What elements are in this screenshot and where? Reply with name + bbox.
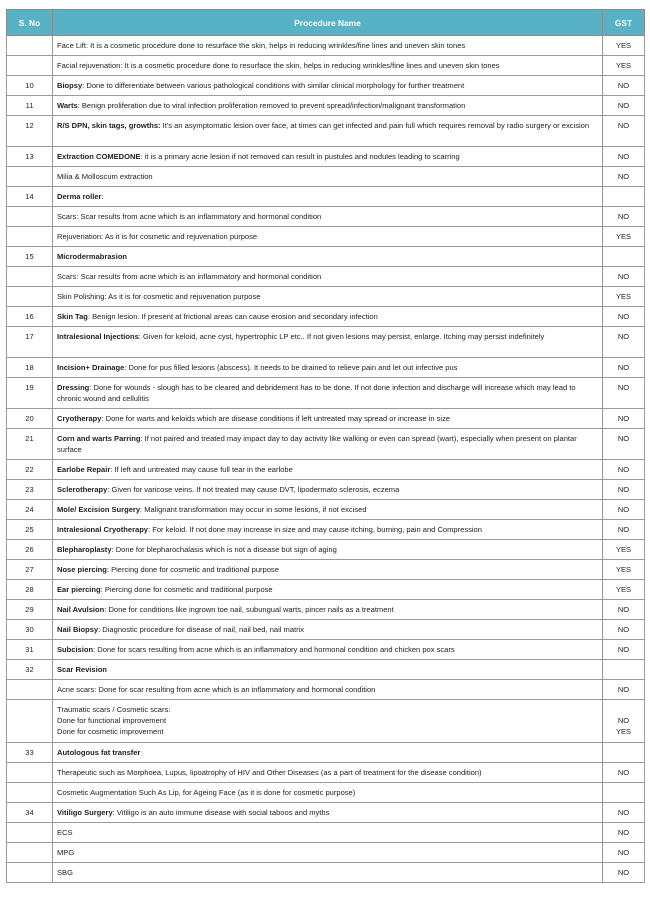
- table-row: [7, 680, 645, 700]
- row-sno: [7, 843, 53, 863]
- table-body: [7, 36, 645, 883]
- table-row: [7, 167, 645, 187]
- row-gst: YES: [603, 580, 645, 600]
- row-procedure: [53, 580, 603, 600]
- row-procedure: [53, 743, 603, 763]
- procedure-description: Facial rejuvenation: It is a cosmetic procedure done to resurface the skin, helps in reducing wrinkles/fine lines and uneven skin tones: [57, 61, 500, 70]
- header-sno: S. No: [7, 10, 53, 36]
- table-row: [7, 378, 645, 409]
- row-sno: [7, 227, 53, 247]
- row-procedure: [53, 409, 603, 429]
- table-row: [7, 843, 645, 863]
- table-row: [7, 56, 645, 76]
- procedure-description: : Done for pus filled lesions (abscess). It needs to be drained to relieve pain and let out infective pus: [124, 363, 458, 372]
- row-sno: 24: [7, 500, 53, 520]
- table-row: [7, 620, 645, 640]
- row-sno: 33: [7, 743, 53, 763]
- scar-revision-gst: YES: [615, 726, 632, 736]
- row-procedure: [53, 247, 603, 267]
- row-sno: [7, 823, 53, 843]
- row-procedure: [53, 480, 603, 500]
- row-gst: NO: [603, 460, 645, 480]
- row-gst: NO: [603, 640, 645, 660]
- procedure-name: Skin Tag: [57, 312, 88, 321]
- procedure-description: : Malignant transformation may occur in some lesions, if not excised: [140, 505, 367, 514]
- table-row: [7, 783, 645, 803]
- table-row: [7, 500, 645, 520]
- row-procedure: [53, 187, 603, 207]
- row-sno: 22: [7, 460, 53, 480]
- row-sno: [7, 36, 53, 56]
- row-procedure: [53, 267, 603, 287]
- procedure-name: Nail Biopsy: [57, 625, 99, 634]
- row-gst: NO: [603, 429, 645, 460]
- procedure-description: : For keloid. If not done may increase in size and may cause itching, burning, pain and Compression: [148, 525, 482, 534]
- procedure-name: Corn and warts Parring: [57, 434, 141, 443]
- row-procedure: [53, 500, 603, 520]
- procedure-name: Cryotherapy: [57, 414, 102, 423]
- row-procedure: [53, 520, 603, 540]
- procedure-name: Sclerotherapy: [57, 485, 108, 494]
- table-row: [7, 580, 645, 600]
- procedure-name: Intralesional Injections: [57, 332, 139, 341]
- row-sno: [7, 167, 53, 187]
- row-gst: NO: [603, 620, 645, 640]
- procedure-description: Skin Polishing: As it is for cosmetic and rejuvenation purpose: [57, 292, 261, 301]
- procedure-description: It's an asymptomatic lesion over face, at times can get infected and pain full which requires removal by radio surgery or excision: [160, 121, 590, 130]
- row-sno: 14: [7, 187, 53, 207]
- procedure-name: Blepharoplasty: [57, 545, 112, 554]
- table-row: [7, 863, 645, 883]
- row-procedure: [53, 56, 603, 76]
- row-procedure: [53, 540, 603, 560]
- procedure-description: Therapeutic such as Morphoea, Lupus, lipoatrophy of HIV and Other Diseases (as a part of treatment for the disease condition): [57, 768, 482, 777]
- row-sno: 30: [7, 620, 53, 640]
- table-row: [7, 96, 645, 116]
- table-row: [7, 520, 645, 540]
- table-row: [7, 480, 645, 500]
- procedure-description: : If not paired and treated may impact day to day activity like walking or even can spread (wart), especially when present on plantar surface: [57, 434, 577, 454]
- row-gst: NO: [603, 96, 645, 116]
- row-gst: NO: [603, 763, 645, 783]
- row-gst: NO: [603, 863, 645, 883]
- procedure-name: Intralesional Cryotherapy: [57, 525, 149, 534]
- row-gst: NO: [603, 843, 645, 863]
- table-row: [7, 460, 645, 480]
- row-sno: 13: [7, 147, 53, 167]
- procedure-name: Nail Avulsion: [57, 605, 105, 614]
- row-sno: 16: [7, 307, 53, 327]
- procedure-description: Scars: Scar results from acne which is an inflammatory and hormonal condition: [57, 212, 322, 221]
- table-row: [7, 227, 645, 247]
- row-gst: [603, 700, 645, 743]
- procedure-description: : Benign lesion. If present at frictional areas can cause erosion and secondary infection: [87, 312, 378, 321]
- row-gst: [603, 247, 645, 267]
- table-row: [7, 763, 645, 783]
- row-gst: NO: [603, 680, 645, 700]
- row-sno: 20: [7, 409, 53, 429]
- row-sno: [7, 700, 53, 743]
- procedure-name: Autologous fat transfer: [57, 748, 141, 757]
- row-gst: NO: [603, 167, 645, 187]
- scar-revision-line: Done for cosmetic improvement: [57, 726, 164, 736]
- row-sno: [7, 207, 53, 227]
- row-gst: [603, 660, 645, 680]
- row-procedure: [53, 287, 603, 307]
- procedure-name: Microdermabrasion: [57, 252, 128, 261]
- procedure-name: Biopsy: [57, 81, 83, 90]
- row-procedure: [53, 167, 603, 187]
- row-procedure: [53, 823, 603, 843]
- row-gst: NO: [603, 500, 645, 520]
- row-procedure: [53, 560, 603, 580]
- row-procedure: [53, 307, 603, 327]
- procedure-table-container: [6, 9, 644, 883]
- procedure-description: : Done for blepharochalasis which is not a disease but sign of aging: [111, 545, 337, 554]
- row-gst: YES: [603, 36, 645, 56]
- scar-revision-line: Traumatic scars / Cosmetic scars:: [57, 705, 171, 714]
- row-procedure: [53, 147, 603, 167]
- row-procedure: [53, 358, 603, 378]
- table-row: [7, 700, 645, 743]
- row-sno: [7, 56, 53, 76]
- procedure-name: Scar Revision: [57, 665, 107, 674]
- table-row: [7, 823, 645, 843]
- procedure-description: MPG: [57, 848, 75, 857]
- table-row: [7, 76, 645, 96]
- procedure-name: Earlobe Repair: [57, 465, 111, 474]
- procedure-name: R/S DPN, skin tags, growths:: [57, 121, 161, 130]
- procedure-description: Cosmetic Augmentation Such As Lip, for Ageing Face (as it is done for cosmetic purpose): [57, 788, 356, 797]
- procedure-name: Dressing: [57, 383, 90, 392]
- row-sno: [7, 863, 53, 883]
- procedure-name: Nose piercing: [57, 565, 107, 574]
- row-procedure: [53, 843, 603, 863]
- row-sno: 32: [7, 660, 53, 680]
- scar-revision-gst: NO: [617, 715, 630, 725]
- procedure-name: Incision+ Drainage: [57, 363, 125, 372]
- table-row: [7, 36, 645, 56]
- table-row: [7, 540, 645, 560]
- table-row: [7, 358, 645, 378]
- row-gst: NO: [603, 600, 645, 620]
- row-procedure: [53, 783, 603, 803]
- procedure-description: Milia & Molloscum extraction: [57, 172, 153, 181]
- row-procedure: [53, 640, 603, 660]
- row-sno: [7, 680, 53, 700]
- row-gst: [603, 743, 645, 763]
- row-procedure: [53, 460, 603, 480]
- procedure-name: Subcision: [57, 645, 94, 654]
- table-row: [7, 267, 645, 287]
- row-gst: NO: [603, 823, 645, 843]
- header-gst: GST: [603, 10, 645, 36]
- procedure-name: Ear piercing: [57, 585, 101, 594]
- procedure-description: Rejuvenation: As it is for cosmetic and rejuvenation purpose: [57, 232, 258, 241]
- row-gst: YES: [603, 560, 645, 580]
- row-sno: 11: [7, 96, 53, 116]
- row-gst: NO: [603, 327, 645, 358]
- row-gst: NO: [603, 207, 645, 227]
- row-procedure: [53, 763, 603, 783]
- procedure-description: : Piercing done for cosmetic and traditional purpose: [100, 585, 273, 594]
- procedure-name: Mole/ Excision Surgery: [57, 505, 141, 514]
- procedure-name: Extraction COMEDONE: [57, 152, 141, 161]
- row-sno: 28: [7, 580, 53, 600]
- table-row: [7, 327, 645, 358]
- table-row: [7, 660, 645, 680]
- gst-spacer: [607, 705, 640, 716]
- row-gst: [603, 783, 645, 803]
- row-procedure: [53, 96, 603, 116]
- row-sno: 10: [7, 76, 53, 96]
- row-sno: 19: [7, 378, 53, 409]
- procedure-description: :: [101, 192, 104, 201]
- table-row: [7, 560, 645, 580]
- row-gst: NO: [603, 480, 645, 500]
- row-gst: NO: [603, 409, 645, 429]
- row-procedure: [53, 700, 603, 743]
- row-sno: [7, 267, 53, 287]
- row-sno: 25: [7, 520, 53, 540]
- row-procedure: [53, 600, 603, 620]
- procedure-description: : Done for scars resulting from acne which is an inflammatory and hormonal condition and chicken pox scars: [93, 645, 455, 654]
- row-procedure: [53, 327, 603, 358]
- row-gst: NO: [603, 76, 645, 96]
- row-procedure: [53, 660, 603, 680]
- procedure-description: : Done for conditions like ingrown toe nail, subungual warts, pincer nails as a treatment: [104, 605, 394, 614]
- procedure-table: [6, 9, 645, 883]
- procedure-description: : Vitiligo is an auto immune disease with social taboos and myths: [112, 808, 330, 817]
- table-row: [7, 147, 645, 167]
- row-gst: NO: [603, 378, 645, 409]
- procedure-description: ECS: [57, 828, 73, 837]
- table-row: [7, 803, 645, 823]
- row-sno: 18: [7, 358, 53, 378]
- row-gst: NO: [603, 267, 645, 287]
- table-row: [7, 600, 645, 620]
- procedure-description: Acne scars: Done for scar resulting from acne which is an inflammatory and hormonal condition: [57, 685, 376, 694]
- procedure-description: : Done for warts and keloids which are disease conditions if left untreated may spread or increase in size: [101, 414, 451, 423]
- row-procedure: [53, 207, 603, 227]
- procedure-description: SBG: [57, 868, 73, 877]
- procedure-name: Derma roller: [57, 192, 102, 201]
- row-sno: 23: [7, 480, 53, 500]
- row-procedure: [53, 429, 603, 460]
- row-sno: 15: [7, 247, 53, 267]
- procedure-description: : Done to differentiate between various pathological conditions with similar clinical morphology for further treatment: [82, 81, 465, 90]
- row-sno: 26: [7, 540, 53, 560]
- procedure-description: : Given for varicose veins. If not treated may cause DVT, lipodermato sclerosis, eczema: [107, 485, 400, 494]
- row-gst: NO: [603, 116, 645, 147]
- row-procedure: [53, 863, 603, 883]
- row-sno: 17: [7, 327, 53, 358]
- table-row: [7, 743, 645, 763]
- row-procedure: [53, 378, 603, 409]
- scar-revision-line: Done for functional improvement: [57, 715, 167, 725]
- table-row: [7, 116, 645, 147]
- row-sno: 27: [7, 560, 53, 580]
- row-sno: 29: [7, 600, 53, 620]
- table-row: [7, 409, 645, 429]
- row-gst: NO: [603, 307, 645, 327]
- procedure-description: : it is a primary acne lesion if not removed can result in pustules and nodules leading to scarring: [140, 152, 460, 161]
- row-procedure: [53, 227, 603, 247]
- procedure-description: : Diagnostic procedure for disease of nail, nail bed, nail matrix: [98, 625, 305, 634]
- procedure-description: : Done for wounds - slough has to be cleared and debridement has to be done. If not done infection and discharge will increase which may lead to chronic wound and cellulitis: [57, 383, 576, 403]
- row-procedure: [53, 680, 603, 700]
- row-gst: NO: [603, 358, 645, 378]
- row-sno: [7, 287, 53, 307]
- row-sno: 21: [7, 429, 53, 460]
- row-gst: [603, 187, 645, 207]
- procedure-name: Warts: [57, 101, 78, 110]
- procedure-name: Vitiligo Surgery: [57, 808, 113, 817]
- procedure-description: Face Lift: It is a cosmetic procedure done to resurface the skin, helps in reducing wrinkles/fine lines and uneven skin tones: [57, 41, 466, 50]
- row-gst: YES: [603, 540, 645, 560]
- row-gst: NO: [603, 803, 645, 823]
- row-procedure: [53, 36, 603, 56]
- procedure-description: : Piercing done for cosmetic and traditional purpose: [106, 565, 279, 574]
- row-gst: YES: [603, 227, 645, 247]
- row-gst: YES: [603, 56, 645, 76]
- row-procedure: [53, 620, 603, 640]
- row-procedure: [53, 116, 603, 147]
- table-header-row: [7, 10, 645, 36]
- row-gst: YES: [603, 287, 645, 307]
- row-procedure: [53, 76, 603, 96]
- row-gst: NO: [603, 520, 645, 540]
- table-row: [7, 640, 645, 660]
- row-sno: 34: [7, 803, 53, 823]
- procedure-description: : Given for keloid, acne cyst, hypertrophic LP etc.. If not given lesions may persist, enlarge. Itching may persist indefinitely: [138, 332, 545, 341]
- row-gst: NO: [603, 147, 645, 167]
- row-sno: 31: [7, 640, 53, 660]
- header-procedure-name: Procedure Name: [53, 10, 603, 36]
- procedure-description: : If left and untreated may cause full tear in the earlobe: [110, 465, 293, 474]
- procedure-description: : Benign proliferation due to viral infection proliferation removed to prevent spread/infection/malignant transformation: [77, 101, 466, 110]
- row-sno: 12: [7, 116, 53, 147]
- procedure-description: Scars: Scar results from acne which is an inflammatory and hormonal condition: [57, 272, 322, 281]
- table-row: [7, 287, 645, 307]
- table-row: [7, 307, 645, 327]
- table-row: [7, 207, 645, 227]
- row-sno: [7, 763, 53, 783]
- table-row: [7, 247, 645, 267]
- table-row: [7, 187, 645, 207]
- table-row: [7, 429, 645, 460]
- row-sno: [7, 783, 53, 803]
- row-procedure: [53, 803, 603, 823]
